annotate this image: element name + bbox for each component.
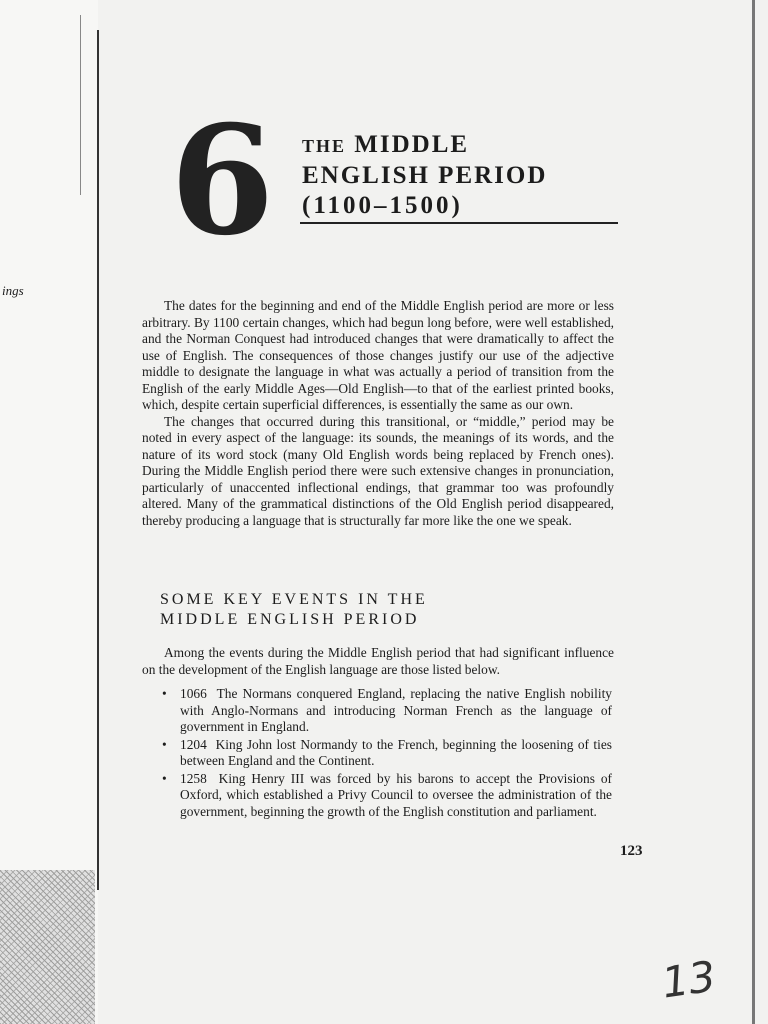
- page-number: 123: [620, 843, 643, 859]
- handwritten-mark: 13: [658, 951, 719, 1008]
- list-item: [162, 686, 612, 736]
- margin-note: ings: [2, 283, 24, 298]
- event-text: King John lost Normandy to the French, beginning the loosening of ties between England and the Continent.: [180, 736, 612, 768]
- paragraph-2: The changes that occurred during this transitional, or “middle,” period may be noted in every aspect of the language: its sounds, the meanings of its words, and the nature of its word stock (many Old English words being replaced by French ones). During the Middle English period there were such extensive changes in pronunciation, particularly of unaccented inflectional endings, that grammar too was profoundly altered. Many of the grammatical distinctions of the Old English period disappeared, thereby producing a language that is structurally far more like the one we speak.: [142, 413, 614, 528]
- chapter-number: 6: [170, 93, 275, 269]
- gutter-shadow: [80, 15, 81, 195]
- bullet-icon: •: [162, 770, 167, 786]
- paragraph-1: The dates for the beginning and end of the Middle English period are more or less arbitrary. By 1100 certain changes, which had begun long before, were well established, and the Norman Conquest had introduced changes that were dramatically to affect the use of English. The consequences of those changes justify our use of the adjective middle to designate the language in what was actually a period of transition from the English of the early Middle Ages—Old English—to that of the earliest printed books, which, despite certain superficial differences, is essentially the same as our own.: [142, 298, 614, 412]
- bullet-icon: •: [162, 686, 167, 701]
- list-item: [162, 771, 612, 821]
- chapter-title: [302, 130, 618, 221]
- title-the: THE: [302, 136, 347, 156]
- section-intro: [142, 645, 614, 678]
- event-text: The Normans conquered England, replacing the native English nobility with Anglo-Normans and introducing Norman French as the language of government in England.: [180, 686, 612, 734]
- intro-paragraph: Among the events during the Middle English period that had significant influence on the development of the English language are those listed below.: [142, 645, 614, 677]
- page-gutter-line: [97, 30, 99, 890]
- bullet-icon: •: [162, 736, 167, 752]
- title-line-3: (1100–1500): [302, 192, 463, 219]
- event-year: 1258: [180, 770, 207, 786]
- event-year: 1204: [180, 736, 207, 752]
- title-underline: [300, 222, 618, 224]
- page-right-edge: [752, 0, 755, 1024]
- title-line-2: ENGLISH PERIOD: [302, 162, 548, 189]
- section-heading: [160, 590, 560, 629]
- section-heading-line-2: MIDDLE ENGLISH PERIOD: [160, 610, 420, 628]
- event-text: King Henry III was forced by his barons to accept the Provisions of Oxford, which established a Privy Council to oversee the administration of the government, beginning the growth of the English constitution and parliament.: [180, 770, 612, 819]
- event-year: 1066: [180, 686, 207, 701]
- chapter-body: [142, 298, 614, 529]
- events-list: [162, 686, 612, 821]
- section-heading-line-1: SOME KEY EVENTS IN THE: [160, 591, 428, 608]
- title-line-1: [302, 130, 618, 161]
- list-item: [162, 737, 612, 770]
- scan-artifact: [0, 870, 95, 1024]
- title-middle: MIDDLE: [354, 131, 470, 158]
